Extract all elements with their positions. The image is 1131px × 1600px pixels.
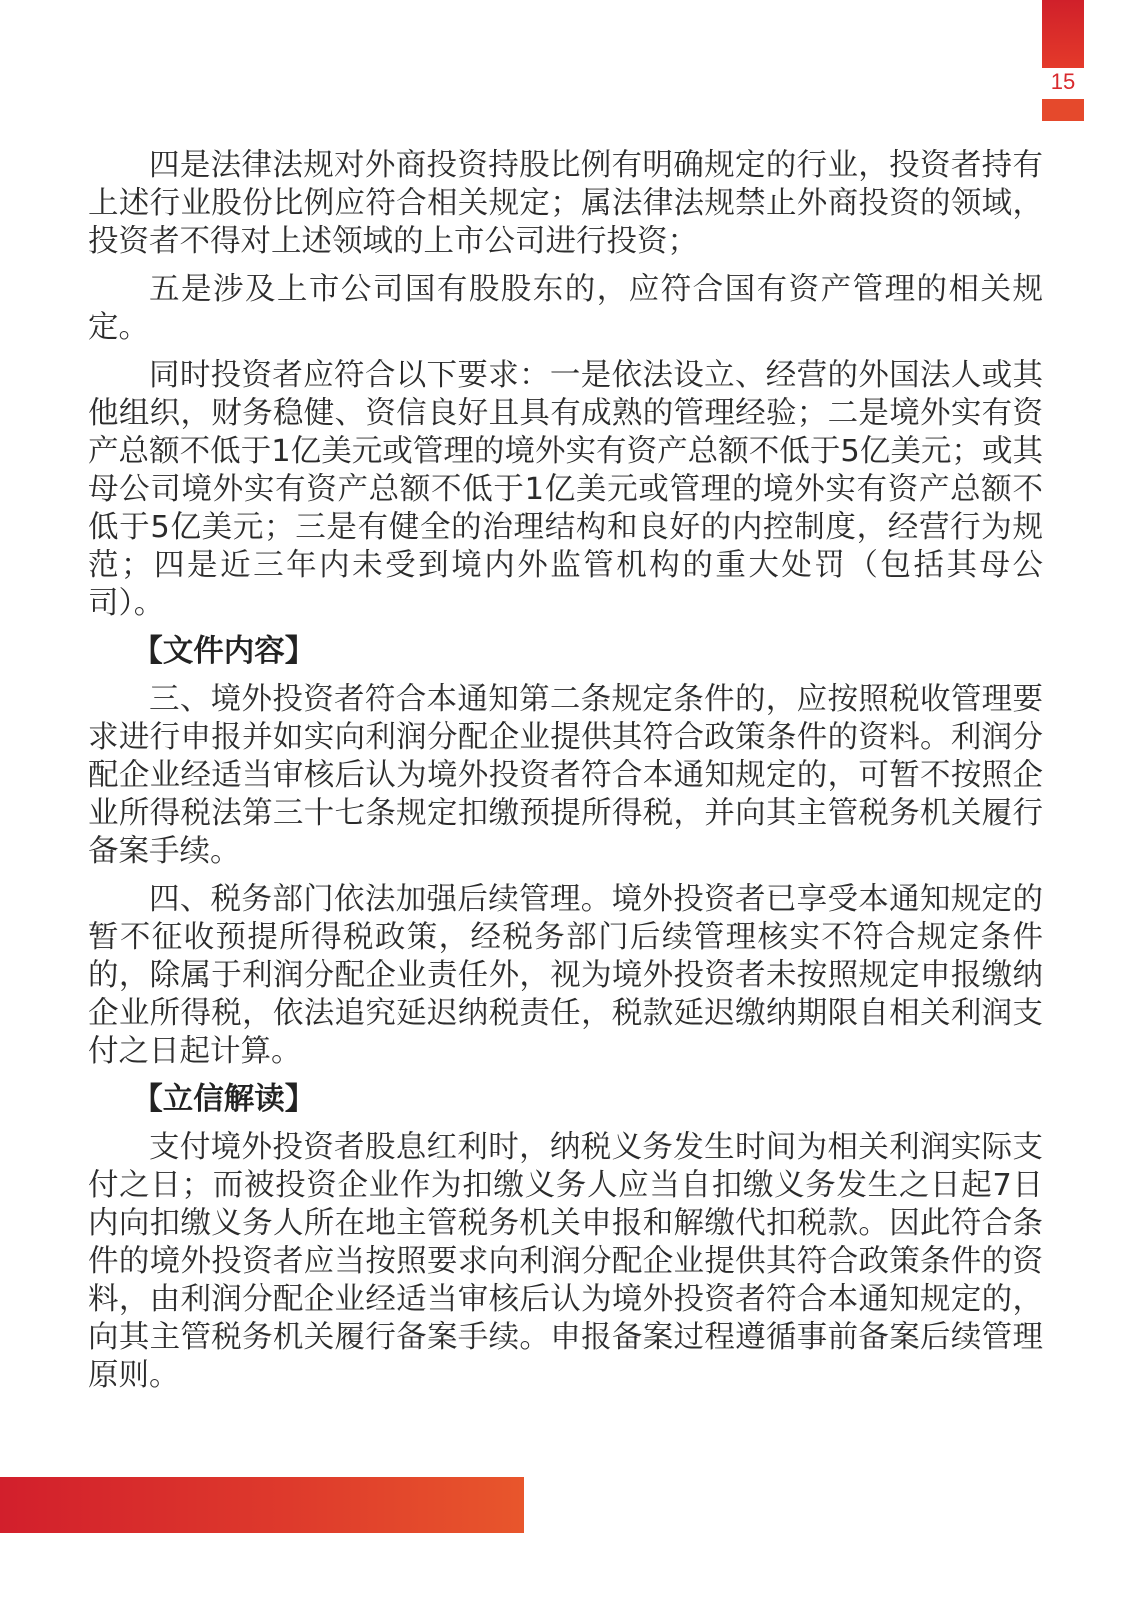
section-heading-interpretation: 【立信解读】 (132, 1082, 316, 1117)
paragraph-foreign-holding: 四是法律法规对外商投资持股比例有明确规定的行业，投资者持有上述行业股份比例应符合相关规定；属法律法规禁止外商投资的领域，投资者不得对上述领域的上市公司进行投资； (88, 148, 1043, 259)
page-number: 15 (1050, 69, 1076, 94)
paragraph-investor-requirements: 同时投资者应符合以下要求：一是依法设立、经营的外国法人或其他组织，财务稳健、资信良好且具有成熟的管理经验；二是境外实有资产总额不低于1亿美元或管理的境外实有资产总额不低于5亿美元；或其母公司境外实有资产总额不低于1亿美元或管理的境外实有资产总额不低于5亿美元；三是有健全的治理结构和良好的内控制度，经营行为规范；四是近三年内未受到境内外监管机构的重大处罚（包括其母公司）。 (88, 358, 1043, 621)
paragraph-article-four: 四、税务部门依法加强后续管理。境外投资者已享受本通知规定的暂不征收预提所得税政策，经税务部门后续管理核实不符合规定条件的，除属于利润分配企业责任外，视为境外投资者未按照规定申报缴纳企业所得税，依法追究延迟纳税责任，税款延迟缴纳期限自相关利润支付之日起计算。 (88, 882, 1043, 1069)
section-heading-file-content: 【文件内容】 (132, 634, 316, 669)
page-tab-bottom (1042, 99, 1084, 121)
paragraph-interpretation: 支付境外投资者股息红利时，纳税义务发生时间为相关利润实际支付之日；而被投资企业作为扣缴义务人应当自扣缴义务发生之日起7日内向扣缴义务人所在地主管税务机关申报和解缴代扣税款。因此符合条件的境外投资者应当按照要求向利润分配企业提供其符合政策条件的资料，由利润分配企业经适当审核后认为境外投资者符合本通知规定的，向其主管税务机关履行备案手续。申报备案过程遵循事前备案后续管理原则。 (88, 1130, 1043, 1393)
paragraph-article-three: 三、境外投资者符合本通知第二条规定条件的，应按照税收管理要求进行申报并如实向利润分配企业提供其符合政策条件的资料。利润分配企业经适当审核后认为境外投资者符合本通知规定的，可暂不按照企业所得税法第三十七条规定扣缴预提所得税，并向其主管税务机关履行备案手续。 (88, 682, 1043, 869)
footer-accent-bar (0, 1477, 524, 1533)
document-body (88, 147, 1043, 1405)
page-tab-top (1042, 0, 1084, 68)
paragraph-state-owned: 五是涉及上市公司国有股股东的，应符合国有资产管理的相关规定。 (88, 272, 1043, 345)
